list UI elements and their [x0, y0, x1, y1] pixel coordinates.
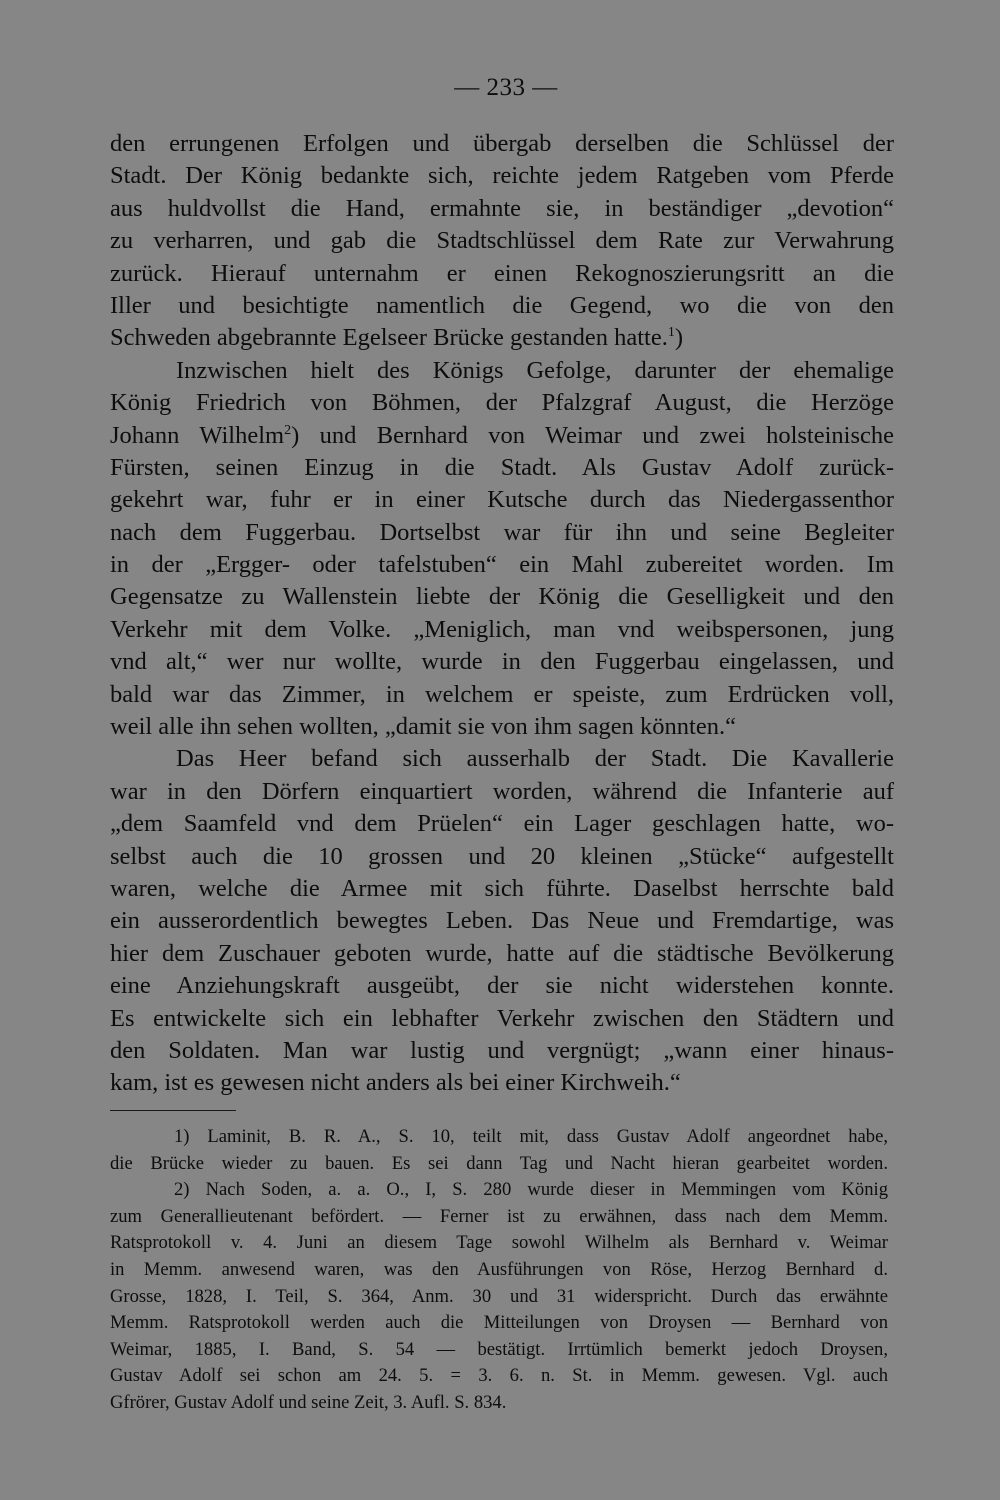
text-line: nach dem Fuggerbau. Dortselbst war für ihn und seine Begleiter [110, 518, 894, 546]
text-line: zurück. Hierauf unternahm er einen Rekognoszierungsritt an die [110, 259, 894, 287]
text-line: ein ausserordentlich bewegtes Leben. Das Neue und Fremdartige, was [110, 907, 894, 935]
text-line: selbst auch die 10 grossen und 20 kleinen „Stücke“ aufgestellt [110, 842, 894, 870]
footnote-line: Ratsprotokoll v. 4. Juni an diesem Tage sowohl Wilhelm als Bernhard v. Weimar [110, 1232, 888, 1254]
text-line: weil alle ihn sehen wollten, „damit sie von ihm sagen könnten.“ [110, 713, 736, 741]
text-line: den errungenen Erfolgen und übergab derselben die Schlüssel der [110, 130, 894, 157]
text-segment: Schweden abgebrannte Egelseer Brücke gestanden hatte. [110, 324, 668, 352]
text-line: zu verharren, und gab die Stadtschlüssel dem Rate zur Verwahrung [110, 227, 894, 255]
text-line: Gegensatze zu Wallenstein liebte der König die Geselligkeit und den [110, 583, 894, 611]
text-line: Iller und besichtigte namentlich die Gegend, wo die von den [110, 291, 894, 319]
footnote-marker-1: 1 [667, 325, 675, 341]
text-line: Es entwickelte sich ein lebhafter Verkehr zwischen den Städtern und [110, 1004, 894, 1032]
main-text [110, 128, 894, 1100]
text-segment: Johann Wilhelm [110, 421, 285, 449]
text-line: den Soldaten. Man war lustig und vergnügt; „wann einer hinaus- [110, 1036, 894, 1064]
text-line: „dem Saamfeld vnd dem Prüelen“ ein Lager geschlagen hatte, wo- [110, 810, 894, 838]
text-segment: ) [674, 324, 683, 352]
text-line: war in den Dörfern einquartiert worden, während die Infanterie auf [110, 777, 894, 805]
footnote-line: Memm. Ratsprotokoll werden auch die Mitteilungen von Droysen — Bernhard von [110, 1312, 888, 1334]
text-segment: ) und Bernhard von Weimar und zwei holsteinische [291, 421, 894, 449]
text-line: König Friedrich von Böhmen, der Pfalzgraf August, die Herzöge [110, 389, 894, 417]
footnote-line: Gfrörer, Gustav Adolf und seine Zeit, 3. Aufl. S. 834. [110, 1391, 507, 1413]
text-line: hier dem Zuschauer geboten wurde, hatte auf die städtische Bevölkerung [110, 939, 894, 967]
text-line: kam, ist es gewesen nicht anders als bei einer Kirchweih.“ [110, 1069, 681, 1097]
footnote-line: 2) Nach Soden, a. a. O., I, S. 280 wurde dieser in Memmingen vom König [174, 1179, 888, 1201]
text-line: in der „Ergger- oder tafelstuben“ ein Mahl zubereitet worden. Im [110, 551, 894, 579]
footnote-line: in Memm. anwesend waren, was den Ausführungen von Röse, Herzog Bernhard d. [110, 1258, 888, 1280]
text-line: Stadt. Der König bedankte sich, reichte jedem Ratgeben vom Pferde [110, 162, 894, 190]
footnote-line: zum Generallieutenant befördert. — Ferner ist zu erwähnen, dass nach dem Memm. [110, 1205, 888, 1227]
text-line: Verkehr mit dem Volke. „Meniglich, man vnd weibspersonen, jung [110, 615, 894, 643]
text-line: Das Heer befand sich ausserhalb der Stadt. Die Kavallerie [176, 745, 894, 773]
footnote-line: Gustav Adolf sei schon am 24. 5. = 3. 6. n. St. in Memm. gewesen. Vgl. auch [110, 1365, 888, 1387]
text-line: vnd alt,“ wer nur wollte, wurde in den Fuggerbau eingelassen, und [110, 648, 894, 676]
text-line: bald war das Zimmer, in welchem er speiste, zum Erdrücken voll, [110, 680, 894, 708]
footnote-line: Grosse, 1828, I. Teil, S. 364, Anm. 30 und 31 widerspricht. Durch das erwähnte [110, 1285, 888, 1307]
text-line [110, 420, 894, 452]
text-line: aus huldvollst die Hand, ermahnte sie, in beständiger „devotion“ [110, 194, 894, 222]
footnote-line: 1) Laminit, B. R. A., S. 10, teilt mit, dass Gustav Adolf angeordnet habe, [174, 1126, 888, 1147]
footnotes [110, 1124, 888, 1417]
text-line [110, 322, 894, 354]
footnote-marker-2: 2 [284, 422, 292, 438]
text-line: Fürsten, seinen Einzug in die Stadt. Als Gustav Adolf zurück- [110, 453, 894, 481]
text-line: Inzwischen hielt des Königs Gefolge, darunter der ehemalige [176, 356, 894, 384]
footnote-line: die Brücke wieder zu bauen. Es sei dann Tag und Nacht hieran gearbeitet worden. [110, 1152, 888, 1174]
footnote-line: Weimar, 1885, I. Band, S. 54 — bestätigt. Irrtümlich bemerkt jedoch Droysen, [110, 1338, 888, 1360]
text-line: gekehrt war, fuhr er in einer Kutsche durch das Niedergassenthor [110, 486, 894, 514]
text-line: waren, welche die Armee mit sich führte. Daselbst herrschte bald [110, 874, 894, 902]
footnote-divider [110, 1110, 236, 1111]
page-number: — 233 — [454, 74, 558, 101]
text-line: eine Anziehungskraft ausgeübt, der sie nicht widerstehen konnte. [110, 972, 894, 1000]
